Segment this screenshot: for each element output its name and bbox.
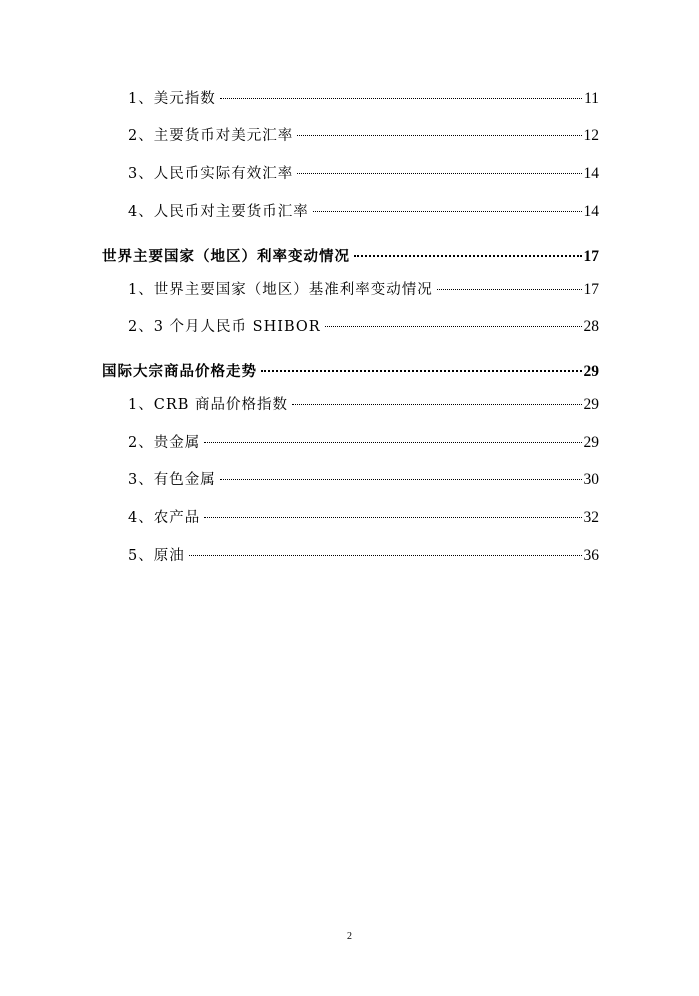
toc-section-page: 17 <box>583 248 599 265</box>
toc-section-page: 29 <box>583 363 599 380</box>
toc-entry-rmb-real-effective-rate[interactable] <box>128 163 599 185</box>
toc-entry-page: 29 <box>583 434 599 451</box>
toc-section-commodities[interactable] <box>102 361 599 383</box>
toc-entry-crude-oil[interactable] <box>128 545 599 567</box>
toc-section-interest-rates[interactable] <box>102 246 599 268</box>
toc-entry-page: 32 <box>583 509 599 526</box>
toc-entry-label: 2、3 个月人民币 SHIBOR <box>128 319 321 335</box>
toc-dot-leader <box>297 135 581 136</box>
toc-dot-leader <box>204 442 581 443</box>
toc-dot-leader <box>325 326 582 327</box>
toc-entry-shibor[interactable] <box>128 316 599 338</box>
toc-entry-precious-metals[interactable] <box>128 432 599 454</box>
toc-dot-leader <box>261 370 582 372</box>
toc-entry-label: 3、有色金属 <box>128 472 216 488</box>
toc-entry-label: 3、人民币实际有效汇率 <box>128 166 294 182</box>
toc-entry-page: 28 <box>583 318 599 335</box>
toc-entry-crb-index[interactable] <box>128 394 599 416</box>
toc-entry-agricultural-products[interactable] <box>128 507 599 529</box>
toc-entry-benchmark-rates[interactable] <box>128 279 599 301</box>
toc-entry-label: 2、主要货币对美元汇率 <box>128 128 294 144</box>
toc-dot-leader <box>437 289 582 290</box>
toc-entry-page: 36 <box>583 547 599 564</box>
toc-dot-leader <box>220 98 582 99</box>
toc-entry-usd-index[interactable] <box>128 88 599 110</box>
toc-entry-label: 1、CRB 商品价格指数 <box>128 397 289 413</box>
toc-entry-label: 1、美元指数 <box>128 91 216 107</box>
toc-dot-leader <box>354 255 582 257</box>
toc-dot-leader <box>292 404 581 405</box>
toc-entry-page: 30 <box>583 471 599 488</box>
toc-entry-page: 12 <box>583 127 599 144</box>
toc-dot-leader <box>220 479 582 480</box>
toc-section-label: 世界主要国家（地区）利率变动情况 <box>102 248 350 265</box>
toc-entry-page: 14 <box>583 203 599 220</box>
toc-entry-label: 2、贵金属 <box>128 435 201 451</box>
toc-dot-leader <box>204 517 581 518</box>
toc-entry-rmb-vs-major-currencies[interactable] <box>128 201 599 223</box>
toc-entry-page: 29 <box>583 396 599 413</box>
toc-entry-major-currencies-vs-usd[interactable] <box>128 125 599 147</box>
toc-entry-nonferrous-metals[interactable] <box>128 469 599 491</box>
toc-entry-label: 4、农产品 <box>128 510 201 526</box>
toc-entry-page: 14 <box>583 165 599 182</box>
toc-entry-page: 11 <box>584 90 599 107</box>
toc-entry-label: 5、原油 <box>128 548 185 564</box>
page-number: 2 <box>347 931 352 942</box>
toc-entry-page: 17 <box>583 281 599 298</box>
toc-entry-label: 4、人民币对主要货币汇率 <box>128 204 309 220</box>
toc-dot-leader <box>297 173 581 174</box>
toc-dot-leader <box>313 211 582 212</box>
toc-entry-label: 1、世界主要国家（地区）基准利率变动情况 <box>128 282 433 298</box>
toc-section-label: 国际大宗商品价格走势 <box>102 363 257 380</box>
toc-dot-leader <box>189 555 582 556</box>
